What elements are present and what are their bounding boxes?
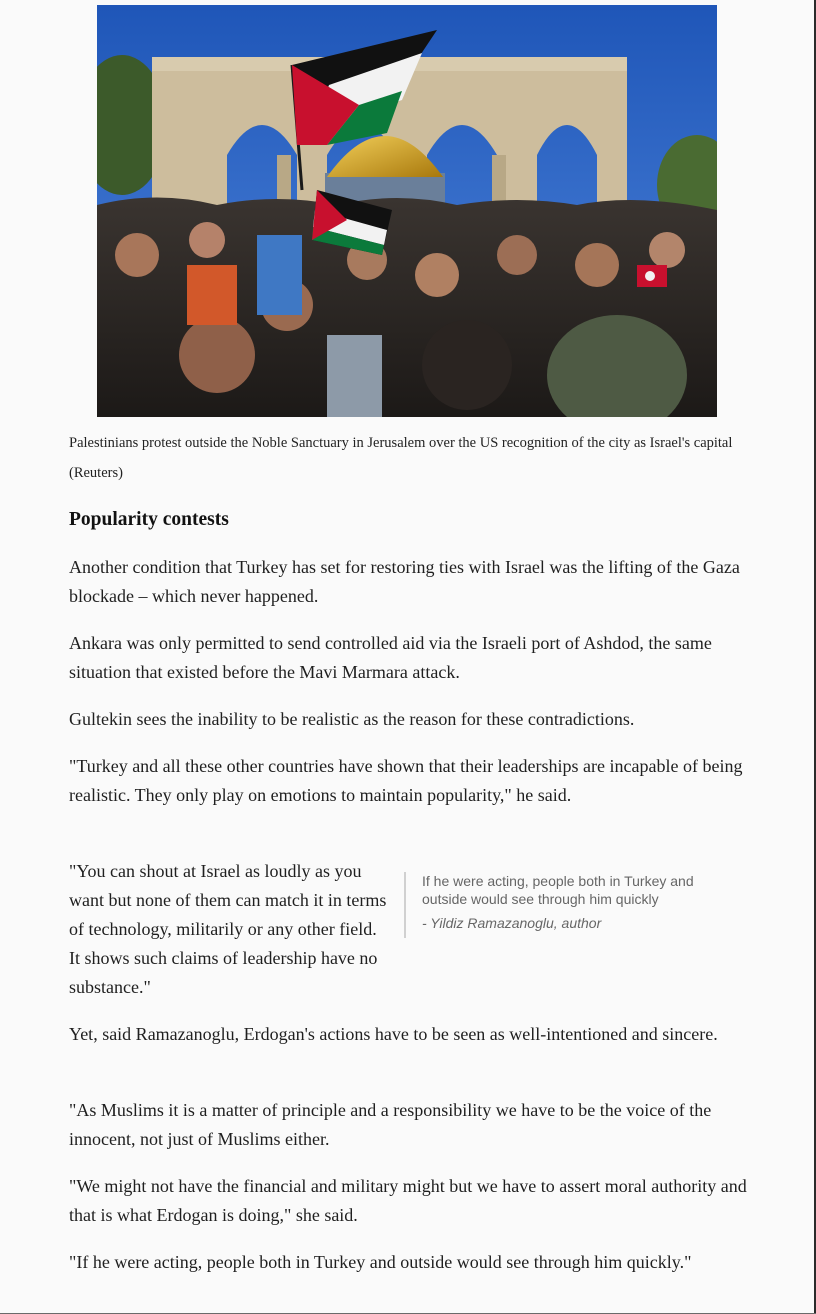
article-paragraph: Gultekin sees the inability to be realistic as the reason for these contradictions. <box>69 709 635 729</box>
article-paragraph: "We might not have the financial and military might but we have to assert moral authority and that is what Erdogan is doing," she said. <box>69 1176 747 1225</box>
pull-quote-text: If he were acting, people both in Turkey and outside would see through him quickly <box>422 873 694 907</box>
article-paragraph: Another condition that Turkey has set for restoring ties with Israel was the lifting of the Gaza blockade – which never happened. <box>69 557 740 606</box>
section-heading: Popularity contests <box>69 509 229 530</box>
article-paragraph: "As Muslims it is a matter of principle and a responsibility we have to be the voice of the innocent, not just of Muslims either. <box>69 1100 712 1149</box>
article-paragraph: "You can shout at Israel as loudly as you want but none of them can match it in terms of technology, militarily or any other field. It shows such claims of leadership have no substance." <box>69 861 387 997</box>
article-photo <box>97 5 717 417</box>
pull-quote-attribution: - Yildiz Ramazanoglu, author <box>422 915 602 931</box>
article-paragraph: Ankara was only permitted to send controlled aid via the Israeli port of Ashdod, the same situation that existed before the Mavi Marmara attack. <box>69 633 712 682</box>
article-paragraph: "If he were acting, people both in Turkey and outside would see through him quickly." <box>69 1252 692 1272</box>
article-paragraph: Yet, said Ramazanoglu, Erdogan's actions have to be seen as well-intentioned and sincere. <box>69 1024 718 1044</box>
pull-quote <box>404 872 722 938</box>
article-paragraph: "Turkey and all these other countries have shown that their leaderships are incapable of being realistic. They only play on emotions to maintain popularity," he said. <box>69 756 743 805</box>
photo-caption: Palestinians protest outside the Noble Sanctuary in Jerusalem over the US recognition of the city as Israel's capital (Reuters) <box>69 435 733 481</box>
